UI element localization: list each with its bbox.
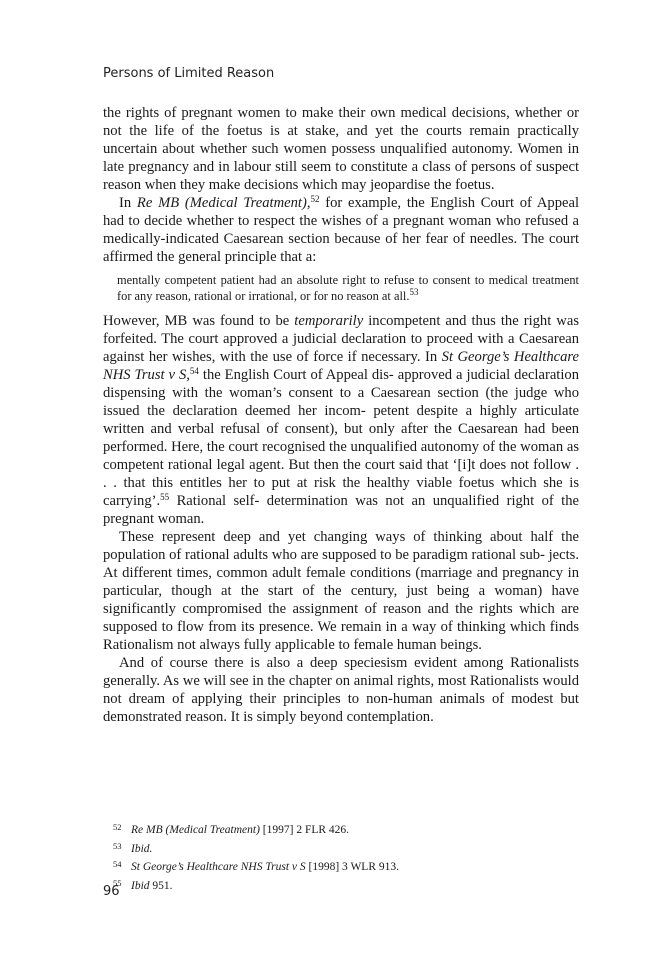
footnote-52 [113, 820, 573, 839]
p2-text-b: for example, the English Court of Appeal had to decide whether to respect the wishes of a pregnant woman who refused a medically-indicated Caesarean section because of her fear of needles. The court affirmed the general principle that a: [103, 195, 580, 265]
page-number: 96 [103, 884, 120, 899]
paragraph-3 [103, 312, 579, 528]
case-name-re-mb: Re MB (Medical Treatment), [136, 195, 311, 211]
case-name-st-georges: St George’s Healthcare NHS Trust v S, [103, 349, 580, 383]
emphasis-temporarily: temporarily [294, 313, 364, 329]
paragraph-2 [103, 194, 579, 266]
footnotes [113, 820, 573, 894]
footnote-citation: St George’s Healthcare NHS Trust v S [131, 861, 306, 873]
p2-text-a: In [119, 195, 137, 211]
footnote-citation: Ibid. [131, 842, 153, 855]
footnote-55 [113, 876, 573, 895]
footnote-ref-53[interactable]: 53 [409, 287, 419, 297]
footnote-number: 55 [113, 877, 122, 888]
footnote-ref-52[interactable]: 52 [310, 194, 320, 204]
footnote-text: [1998] 3 WLR 913. [305, 861, 400, 873]
block-quote [117, 272, 579, 304]
body-text [103, 104, 579, 726]
quote-text: mentally competent patient had an absolute right to refuse to consent to medical treatment for any reason, rational or irrational, or for no reason at all. [117, 273, 579, 303]
p3-text-d: Rational self- determination was not an unqualified right of the pregnant woman. [103, 493, 579, 527]
p3-text-b: incompetent and thus the right was forfeited. The court approved a judicial declaration to proceed with a Caesarean against her wishes, with the use of force if necessary. In [103, 313, 579, 365]
running-head: Persons of Limited Reason [103, 66, 275, 81]
p3-text-a: However, MB was found to be [103, 313, 295, 329]
footnote-number: 54 [113, 859, 122, 869]
footnote-number: 52 [113, 822, 122, 832]
paragraph-1: the rights of pregnant women to make their own medical decisions, whether or not the life of the foetus is at stake, and yet the courts remain practically uncertain about whether such women possess unqualified autonomy. Women in late pregnancy and in labour still seem to constitute a class of persons of suspect reason when they make decisions which may jeopardise the foetus. [103, 105, 579, 193]
footnote-54 [113, 857, 573, 876]
footnote-ref-55[interactable]: 55 [160, 492, 170, 502]
footnote-citation: Re MB (Medical Treatment) [131, 824, 260, 836]
footnote-text: [1997] 2 FLR 426. [259, 824, 350, 836]
footnote-53 [113, 839, 573, 858]
footnote-text: 951. [149, 879, 173, 892]
p3-text-c: the English Court of Appeal dis- approved a judicial declaration dispensing with the woman’s consent to a Caesarean section (the judge who issued the declaration deemed her incom- petent despite a highly articulate written and verbal refusal of consent), but only after the Caesarean had been performed. Here, the court recognised the unqualified autonomy of the woman as competent rational legal agent. But then the court said that ‘[i]t does not follow . . . that this entitles her to put at risk the healthy viable foetus which she is carrying’. [103, 367, 579, 509]
footnote-citation: Ibid [131, 879, 150, 892]
paragraph-5: And of course there is also a deep speciesism evident among Rationalists generally. As we will see in the chapter on animal rights, most Rationalists would not dream of applying their principles to non-human animals of modest but demonstrated reason. It is simply beyond contemplation. [103, 655, 579, 725]
footnote-number: 53 [113, 840, 122, 851]
paragraph-4: These represent deep and yet changing ways of thinking about half the population of rational adults who are supposed to be paradigm rational sub- jects. At different times, common adult female conditions (marriage and pregnancy in particular, though at the start of the century, just being a woman) have significantly compromised the assignment of reason and the rights which are supposed to flow from its presence. We remain in a way of thinking which finds Rationalism not always fully applicable to female human beings. [103, 529, 579, 653]
footnote-ref-54[interactable]: 54 [189, 366, 199, 376]
